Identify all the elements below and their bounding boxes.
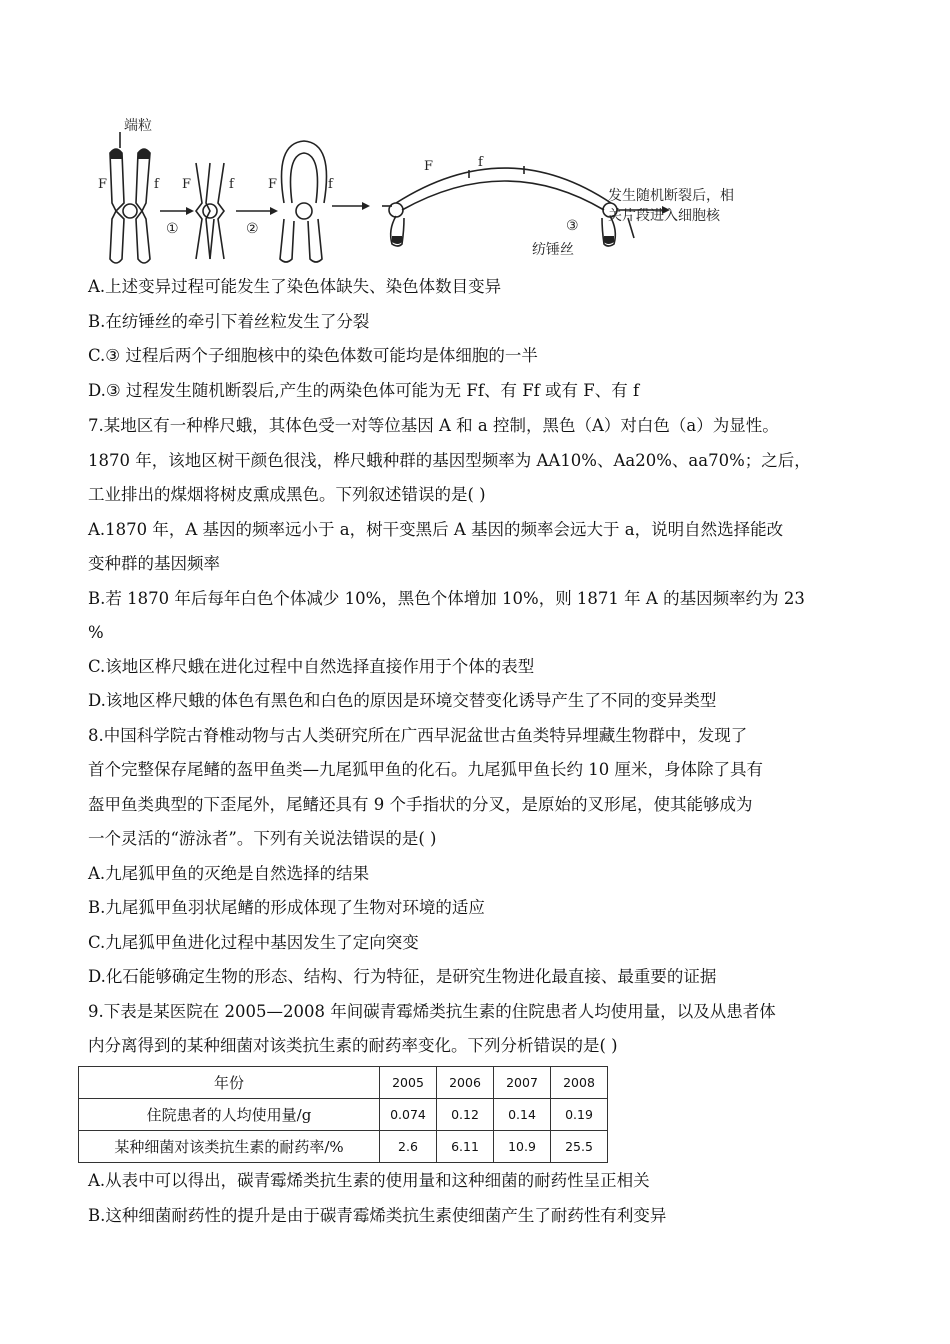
result-text-line-2: 关片段进入细胞核 <box>608 208 720 224</box>
table-cell: 6.11 <box>437 1131 494 1163</box>
question-7-line-3: 工业排出的煤烟将树皮熏成黑色。下列叙述错误的是( ) <box>88 485 486 504</box>
table-year-2006: 2006 <box>437 1067 494 1099</box>
table-year-2005: 2005 <box>380 1067 437 1099</box>
step-3-marker: ③ <box>566 218 579 234</box>
question-7-line-1: 7.某地区有一种桦尺蛾，其体色受一对等位基因 A 和 a 控制，黑色（A）对白色（a）为显性。 <box>88 416 779 435</box>
option-8b: B.九尾狐甲鱼羽状尾鳍的形成体现了生物对环境的适应 <box>88 898 485 917</box>
label-f-1: f <box>154 177 159 192</box>
table-row <box>79 1131 608 1163</box>
option-9a: A.从表中可以得出，碳青霉烯类抗生素的使用量和这种细菌的耐药性呈正相关 <box>88 1171 650 1190</box>
label-spindle: 纺锤丝 <box>532 242 574 258</box>
label-telomere: 端粒 <box>124 118 152 134</box>
label-F-2: F <box>182 177 192 192</box>
table-cell: 0.14 <box>494 1099 551 1131</box>
label-f-3: f <box>328 177 333 192</box>
question-8-line-4: 一个灵活的“游泳者”。下列有关说法错误的是( ) <box>88 829 437 848</box>
table-row <box>79 1099 608 1131</box>
label-F-1: F <box>98 177 108 192</box>
table-header-row <box>79 1067 608 1099</box>
table-row-label: 住院患者的人均使用量/g <box>79 1099 380 1131</box>
option-8c: C.九尾狐甲鱼进化过程中基因发生了定向突变 <box>88 933 419 952</box>
option-8d: D.化石能够确定生物的形态、结构、行为特征，是研究生物进化最直接、最重要的证据 <box>88 967 717 986</box>
option-6c: C.③ 过程后两个子细胞核中的染色体数可能均是体细胞的一半 <box>88 346 538 365</box>
option-6b: B.在纺锤丝的牵引下着丝粒发生了分裂 <box>88 312 370 331</box>
chromosome-diagram <box>96 108 796 274</box>
option-7a-line-2: 变种群的基因频率 <box>88 554 220 573</box>
option-8a: A.九尾狐甲鱼的灭绝是自然选择的结果 <box>88 864 370 883</box>
question-9-line-1: 9.下表是某医院在 2005—2008 年间碳青霉烯类抗生素的住院患者人均使用量，以及从患者体 <box>88 1002 776 1021</box>
option-7a-line-1: A.1870 年，A 基因的频率远小于 a，树干变黑后 A 基因的频率会远大于 a，说明自然选择能改 <box>88 520 784 539</box>
table-cell: 0.19 <box>551 1099 608 1131</box>
table-row-label: 某种细菌对该类抗生素的耐药率/% <box>79 1131 380 1163</box>
option-7d: D.该地区桦尺蛾的体色有黑色和白色的原因是环境交替变化诱导产生了不同的变异类型 <box>88 691 717 710</box>
option-6a: A.上述变异过程可能发生了染色体缺失、染色体数目变异 <box>88 277 502 296</box>
label-F-3: F <box>268 177 278 192</box>
option-7b-line-2: % <box>88 623 104 642</box>
option-7b-line-1: B.若 1870 年后每年白色个体减少 10%，黑色个体增加 10%，则 1871 年 A 的基因频率约为 23 <box>88 589 805 608</box>
question-7-line-2: 1870 年，该地区树干颜色很浅，桦尺蛾种群的基因型频率为 AA10%、Aa20%、aa70%；之后， <box>88 451 811 470</box>
option-6d: D.③ 过程发生随机断裂后,产生的两染色体可能为无 Ff、有 Ff 或有 F、有 f <box>88 381 640 400</box>
result-text-line-1: 发生随机断裂后，相 <box>608 188 734 204</box>
question-8-line-1: 8.中国科学院古脊椎动物与古人类研究所在广西早泥盆世古鱼类特异埋藏生物群中，发现了 <box>88 726 748 745</box>
question-8-line-2: 首个完整保存尾鳍的盔甲鱼类—九尾狐甲鱼的化石。九尾狐甲鱼长约 10 厘米，身体除了具有 <box>88 760 763 779</box>
option-9b: B.这种细菌耐药性的提升是由于碳青霉烯类抗生素使细菌产生了耐药性有利变异 <box>88 1206 667 1225</box>
table-cell: 0.074 <box>380 1099 437 1131</box>
option-7c: C.该地区桦尺蛾在进化过程中自然选择直接作用于个体的表型 <box>88 657 535 676</box>
question-8-line-3: 盔甲鱼类典型的下歪尾外，尾鳍还具有 9 个手指状的分叉，是原始的叉形尾，使其能够成为 <box>88 795 753 814</box>
chromosome-diagram-svg <box>96 108 796 274</box>
step-2-marker: ② <box>246 221 259 237</box>
data-table <box>78 1066 608 1163</box>
table-cell: 0.12 <box>437 1099 494 1131</box>
label-F-4: F <box>424 159 434 174</box>
table-cell: 25.5 <box>551 1131 608 1163</box>
table-year-2007: 2007 <box>494 1067 551 1099</box>
question-9-line-2: 内分离得到的某种细菌对该类抗生素的耐药率变化。下列分析错误的是( ) <box>88 1036 618 1055</box>
step-1-marker: ① <box>166 221 179 237</box>
label-f-2: f <box>229 177 234 192</box>
table-header-label: 年份 <box>79 1067 380 1099</box>
table-cell: 10.9 <box>494 1131 551 1163</box>
table-year-2008: 2008 <box>551 1067 608 1099</box>
label-f-4: f <box>478 155 483 170</box>
table-cell: 2.6 <box>380 1131 437 1163</box>
